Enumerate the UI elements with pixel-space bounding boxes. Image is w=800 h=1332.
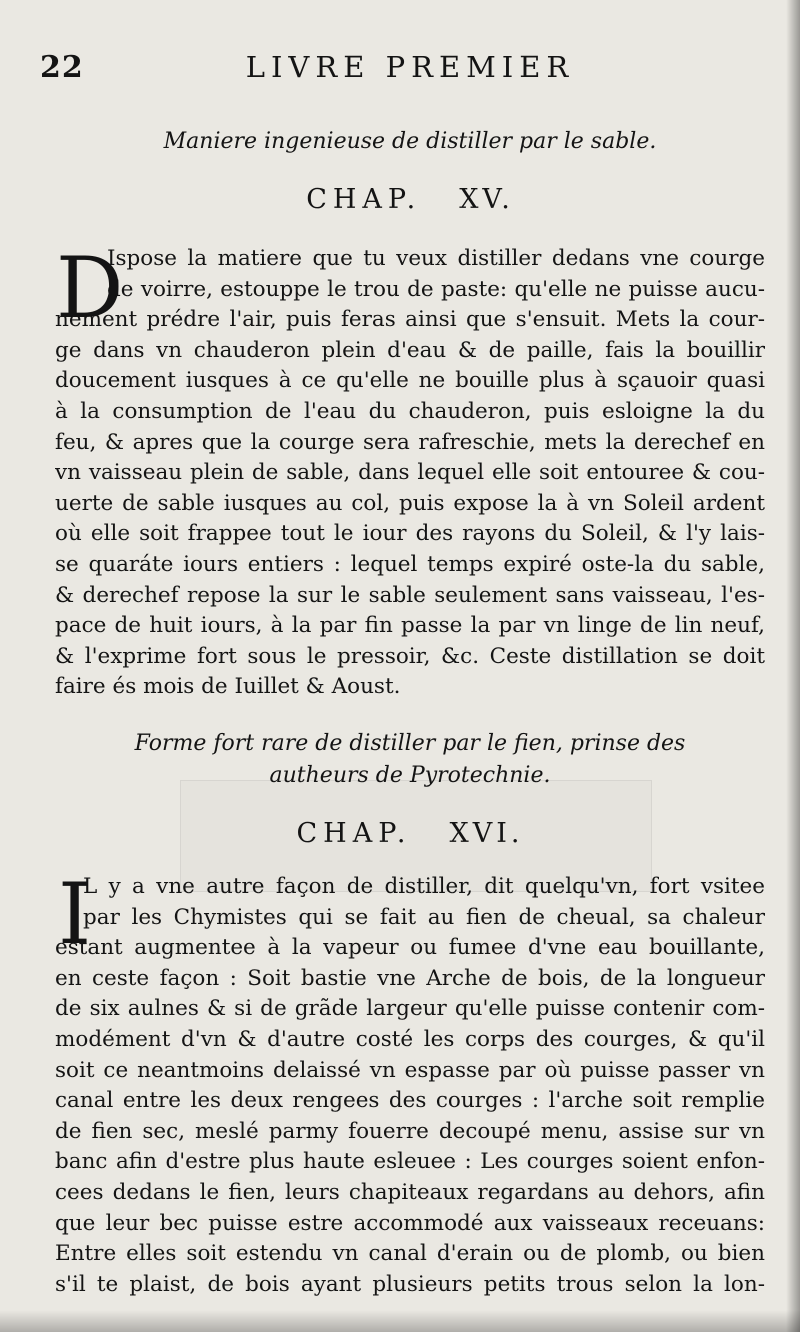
text-line: doucement iusques à ce qu'elle ne bouille plus à sçauoir quasi	[55, 368, 765, 394]
text-line: cees dedans le fien, leurs chapiteaux regardans au dehors, afin	[55, 1179, 765, 1205]
chapter-number: XV.	[459, 184, 514, 215]
page-number: 22	[40, 50, 84, 85]
text-line: & derechef repose la sur le sable seulement sans vaisseau, l'es-	[55, 582, 765, 608]
text-line: en ceste façon : Soit bastie vne Arche de bois, de la longueur	[55, 965, 765, 991]
text-line: pace de huit iours, à la par fin passe la par vn linge de lin neuf,	[55, 613, 765, 639]
text-line: faire és mois de Iuillet & Aoust.	[55, 674, 401, 700]
text-line: uerte de sable iusques au col, puis expose la à vn Soleil ardent	[55, 490, 765, 516]
chapter-15-text	[55, 239, 765, 703]
chapter-word: CHAP.	[306, 184, 422, 215]
text-line: L y a vne autre façon de distiller, dit quelqu'vn, fort vsitee	[83, 874, 765, 899]
text-line: Ispose la matiere que tu veux distiller dedans vne courge	[107, 246, 765, 271]
text-line: banc afin d'estre plus haute esleuee : Les courges soient enfon-	[55, 1149, 765, 1175]
chapter-15-title: Maniere ingenieuse de distiller par le sable.	[163, 129, 657, 154]
drop-cap-d: D	[56, 239, 124, 337]
chapter-word: CHAP.	[296, 818, 412, 849]
chapter-16-title-line2: autheurs de Pyrotechnie.	[269, 763, 551, 788]
text-line: s'il te plaist, de bois ayant plusieurs petits trous selon la lon-	[55, 1271, 765, 1297]
text-line: estant augmentee à la vapeur ou fumee d'vne eau bouillante,	[55, 935, 765, 961]
chapter-16-text	[55, 865, 765, 1300]
drop-cap-i: I	[58, 865, 92, 963]
text-line: de fien sec, meslé parmy fouerre decoupé menu, assise sur vn	[55, 1118, 765, 1144]
text-line: se quaráte iours entiers : lequel temps expiré oste-la du sable,	[55, 551, 765, 577]
text-line: Entre elles soit estendu vn canal d'erain ou de plomb, ou bien	[55, 1241, 765, 1267]
text-line: à la consumption de l'eau du chauderon, puis esloigne la du	[55, 398, 765, 424]
text-line: modément d'vn & d'autre costé les corps des courges, & qu'il	[55, 1026, 765, 1052]
text-line: canal entre les deux rengees des courges : l'arche soit remplie	[55, 1088, 765, 1114]
text-line: que leur bec puisse estre accommodé aux vaisseaux receuans:	[55, 1210, 765, 1236]
text-line: de six aulnes & si de grãde largeur qu'elle puisse contenir com-	[55, 996, 765, 1022]
chapter-15-heading	[60, 184, 760, 215]
text-line: de voirre, estouppe le trou de paste: qu'elle ne puisse aucu-	[107, 276, 765, 302]
text-line: soit ce neantmoins delaissé vn espasse par où puisse passer vn	[55, 1057, 765, 1083]
text-line: & l'exprime fort sous le pressoir, &c. Ceste distillation se doit	[55, 643, 765, 669]
text-line: feu, & apres que la courge sera rafreschie, mets la derechef en	[55, 429, 765, 455]
text-line: ge dans vn chauderon plein d'eau & de paille, fais la bouillir	[55, 337, 765, 363]
running-head: LIVRE PREMIER	[245, 50, 575, 84]
text-line: où elle soit frappee tout le iour des rayons du Soleil, & l'y lais-	[55, 521, 765, 547]
text-line: par les Chymistes qui se fait au fien de cheual, sa chaleur	[83, 904, 765, 930]
text-line: vn vaisseau plein de sable, dans lequel elle soit entouree & cou-	[55, 460, 765, 486]
chapter-16-heading	[60, 818, 760, 849]
chapter-16-title-line1: Forme fort rare de distiller par le fien, prinse des	[134, 731, 686, 756]
chapter-number: XVI.	[449, 818, 524, 849]
text-line: nement prédre l'air, puis feras ainsi que s'ensuit. Mets la cour-	[55, 307, 765, 333]
